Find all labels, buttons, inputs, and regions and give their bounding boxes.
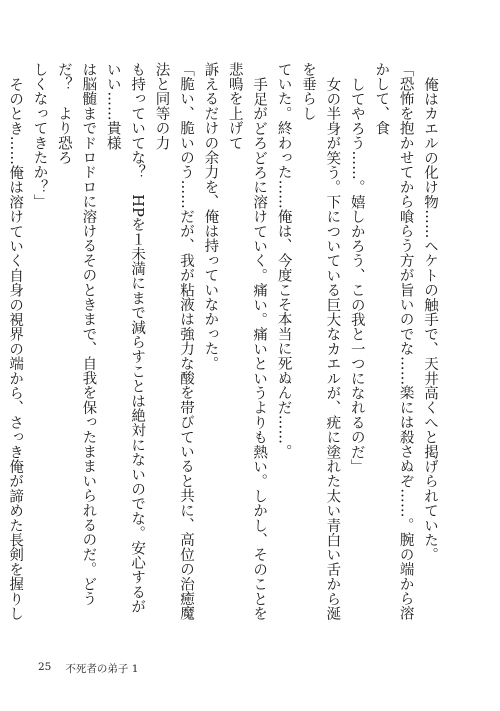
text-line: 手足がどろどろに溶けていく。痛い。痛いというよりも熱い。しかし、そのことを悲鳴を上げて	[226, 62, 268, 621]
text-line: 女の半身が笑う。下についている巨大なカエルが、疣に塗れた太い青白い舌から涎を垂らし	[299, 62, 341, 621]
text-line: も持っていてな？ HPを１未満にまで減らすことは絶対にないのでな。安心するがいい……貴様	[104, 62, 146, 615]
text-line: してやろう……。嬉しかろう、この我と一つになれるのだ」	[348, 76, 365, 474]
page-number: 25	[38, 661, 52, 673]
book-title: 不死者の弟子 1	[65, 663, 139, 675]
page-footer	[38, 661, 138, 676]
text-line: そのとき……俺は溶けていく自身の視界の端から、さっき俺が諦めた長剣を握りし	[7, 76, 24, 621]
text-line: 訴えるだけの余力を、俺は持っていなかった。	[202, 62, 219, 371]
text-line: 「恐怖を抱かせてから喰らう方が旨いのでな……楽には殺さぬぞ……。腕の端から溶かして、食	[373, 62, 414, 621]
text-line: 俺はカエルの化け物……ヘケトの触手で、天井高くへと掲げられていた。	[422, 76, 438, 562]
text-line: しくなってきたか？」	[31, 62, 48, 209]
text-line: ていた。終わった……俺は、今度こそ本当に死ぬんだ……。	[275, 62, 292, 459]
text-line: は脳髄までドロドロに溶けるそのときまで、自我を保ったままいられるのだ。どうだ？ より恐ろ	[55, 62, 97, 606]
body-text	[0, 62, 442, 622]
text-line: 「脆い、脆いのう……だが、我が粘液は強力な酸を帯びていると共に、高位の治癒魔法と同等の力	[153, 62, 194, 621]
